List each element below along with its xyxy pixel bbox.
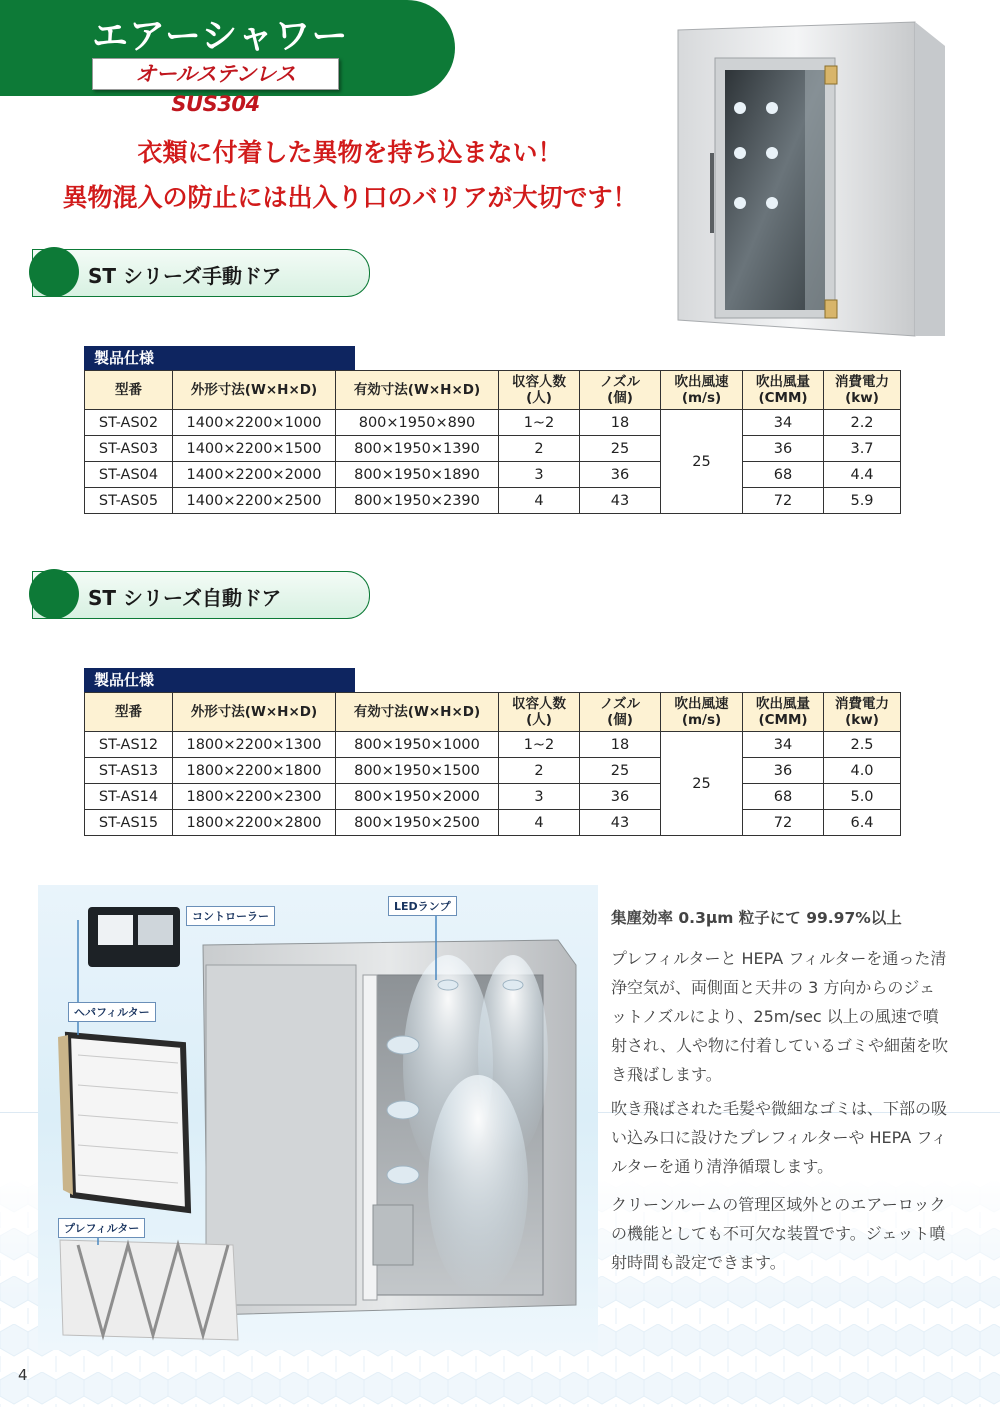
cell-model: ST-AS13 [85, 758, 173, 784]
spec-table-auto [84, 692, 901, 836]
cell-power: 2.2 [824, 410, 901, 436]
table-row [85, 732, 901, 758]
headline-line-1: 衣類に付着した異物を持ち込まない！ [137, 138, 563, 167]
callout-prefilter: プレフィルター [58, 1218, 145, 1238]
cell-air-volume: 34 [743, 410, 824, 436]
table-row [85, 758, 901, 784]
cell-outer-size: 1400×2200×1000 [173, 410, 336, 436]
col-header: 消費電力 (kw) [824, 371, 901, 410]
efficiency-heading: 集塵効率 0.3μm 粒子にて 99.97%以上 [611, 909, 902, 927]
cutaway-drawing [38, 885, 598, 1350]
col-header: 吹出風量 (CMM) [743, 693, 824, 732]
section-bullet-icon [29, 569, 79, 619]
cell-nozzles: 36 [580, 462, 661, 488]
cell-nozzles: 43 [580, 810, 661, 836]
cell-nozzles: 25 [580, 758, 661, 784]
spec-tab-manual: 製品仕様 [84, 346, 355, 370]
callout-led-lamp: LEDランプ [388, 896, 457, 916]
cell-capacity: 4 [499, 488, 580, 514]
air-shower-cutaway-illustration [38, 885, 598, 1350]
cell-power: 3.7 [824, 436, 901, 462]
cell-capacity: 1~2 [499, 410, 580, 436]
cell-capacity: 3 [499, 462, 580, 488]
description-paragraph-2: 吹き飛ばされた毛髪や微細なゴミは、下部の吸い込み口に設けたプレフィルターや HEPA フィルターを通り清浄循環します。 [611, 1099, 948, 1176]
cell-inner-size: 800×1950×890 [336, 410, 499, 436]
cell-power: 5.0 [824, 784, 901, 810]
spec-table-manual [84, 370, 901, 514]
col-header: 型番 [85, 693, 173, 732]
cell-air-volume: 68 [743, 462, 824, 488]
cell-nozzles: 25 [580, 436, 661, 462]
cell-model: ST-AS03 [85, 436, 173, 462]
section-bullet-icon [29, 247, 79, 297]
cell-capacity: 4 [499, 810, 580, 836]
material-badge: オールステンレス SUS304 [92, 58, 339, 90]
cell-inner-size: 800×1950×1390 [336, 436, 499, 462]
table-row [85, 810, 901, 836]
cell-inner-size: 800×1950×1500 [336, 758, 499, 784]
description-paragraph-1: プレフィルターと HEPA フィルターを通った清浄空気が、両側面と天井の 3 方向からのジェットノズルにより、25m/sec 以上の風速で噴射され、人や物に付着しているゴミや細菌を吹き飛ばします。 [611, 949, 948, 1084]
air-shower-product-photo [660, 18, 950, 343]
cell-air-volume: 72 [743, 488, 824, 514]
cell-air-volume: 36 [743, 758, 824, 784]
cell-outer-size: 1400×2200×1500 [173, 436, 336, 462]
table-header-row [85, 371, 901, 410]
cell-nozzles: 18 [580, 410, 661, 436]
cell-power: 4.0 [824, 758, 901, 784]
col-header: 収容人数 (人) [499, 693, 580, 732]
callout-controller: コントローラー [186, 906, 275, 926]
table-row [85, 436, 901, 462]
headline-line-2: 異物混入の防止には出入り口のバリアが大切です！ [62, 183, 638, 212]
col-header: ノズル (個) [580, 371, 661, 410]
cell-air-volume: 36 [743, 436, 824, 462]
section-title-auto-door: ST シリーズ自動ドア [88, 586, 282, 610]
cell-air-volume: 72 [743, 810, 824, 836]
cell-air-speed: 25 [661, 410, 743, 514]
cell-nozzles: 36 [580, 784, 661, 810]
table-row [85, 410, 901, 436]
col-header: 吹出風量 (CMM) [743, 371, 824, 410]
page-number: 4 [18, 1366, 28, 1384]
cell-power: 4.4 [824, 462, 901, 488]
cell-nozzles: 43 [580, 488, 661, 514]
section-title-manual-door: ST シリーズ手動ドア [88, 264, 282, 288]
col-header: 外形寸法(W×H×D) [173, 693, 336, 732]
cell-outer-size: 1400×2200×2500 [173, 488, 336, 514]
cell-inner-size: 800×1950×1890 [336, 462, 499, 488]
col-header: 消費電力 (kw) [824, 693, 901, 732]
col-header: 有効寸法(W×H×D) [336, 371, 499, 410]
col-header: 吹出風速 (m/s) [661, 693, 743, 732]
cell-model: ST-AS15 [85, 810, 173, 836]
cell-outer-size: 1800×2200×1800 [173, 758, 336, 784]
cell-nozzles: 18 [580, 732, 661, 758]
cell-air-speed: 25 [661, 732, 743, 836]
col-header: 型番 [85, 371, 173, 410]
col-header: 有効寸法(W×H×D) [336, 693, 499, 732]
cell-inner-size: 800×1950×1000 [336, 732, 499, 758]
cell-outer-size: 1800×2200×2800 [173, 810, 336, 836]
cell-power: 6.4 [824, 810, 901, 836]
cell-inner-size: 800×1950×2390 [336, 488, 499, 514]
cell-inner-size: 800×1950×2000 [336, 784, 499, 810]
cell-power: 5.9 [824, 488, 901, 514]
spec-tab-auto: 製品仕様 [84, 668, 355, 692]
cell-model: ST-AS12 [85, 732, 173, 758]
table-row [85, 488, 901, 514]
cell-capacity: 3 [499, 784, 580, 810]
cell-inner-size: 800×1950×2500 [336, 810, 499, 836]
col-header: 吹出風速 (m/s) [661, 371, 743, 410]
cell-model: ST-AS05 [85, 488, 173, 514]
table-row [85, 784, 901, 810]
col-header: ノズル (個) [580, 693, 661, 732]
cell-capacity: 2 [499, 436, 580, 462]
table-row [85, 462, 901, 488]
cell-air-volume: 34 [743, 732, 824, 758]
col-header: 外形寸法(W×H×D) [173, 371, 336, 410]
col-header: 収容人数 (人) [499, 371, 580, 410]
table-header-row [85, 693, 901, 732]
cell-model: ST-AS02 [85, 410, 173, 436]
cell-model: ST-AS14 [85, 784, 173, 810]
callout-hepa-filter: ヘパフィルター [68, 1002, 156, 1022]
cell-air-volume: 68 [743, 784, 824, 810]
cell-outer-size: 1800×2200×1300 [173, 732, 336, 758]
cell-model: ST-AS04 [85, 462, 173, 488]
cell-power: 2.5 [824, 732, 901, 758]
page-title: エアーシャワー [92, 16, 349, 57]
cell-capacity: 2 [499, 758, 580, 784]
cell-capacity: 1~2 [499, 732, 580, 758]
description-paragraph-3: クリーンルームの管理区域外とのエアーロックの機能としても不可欠な装置です。ジェット噴射時間も設定できます。 [611, 1195, 946, 1272]
cell-outer-size: 1400×2200×2000 [173, 462, 336, 488]
cell-outer-size: 1800×2200×2300 [173, 784, 336, 810]
